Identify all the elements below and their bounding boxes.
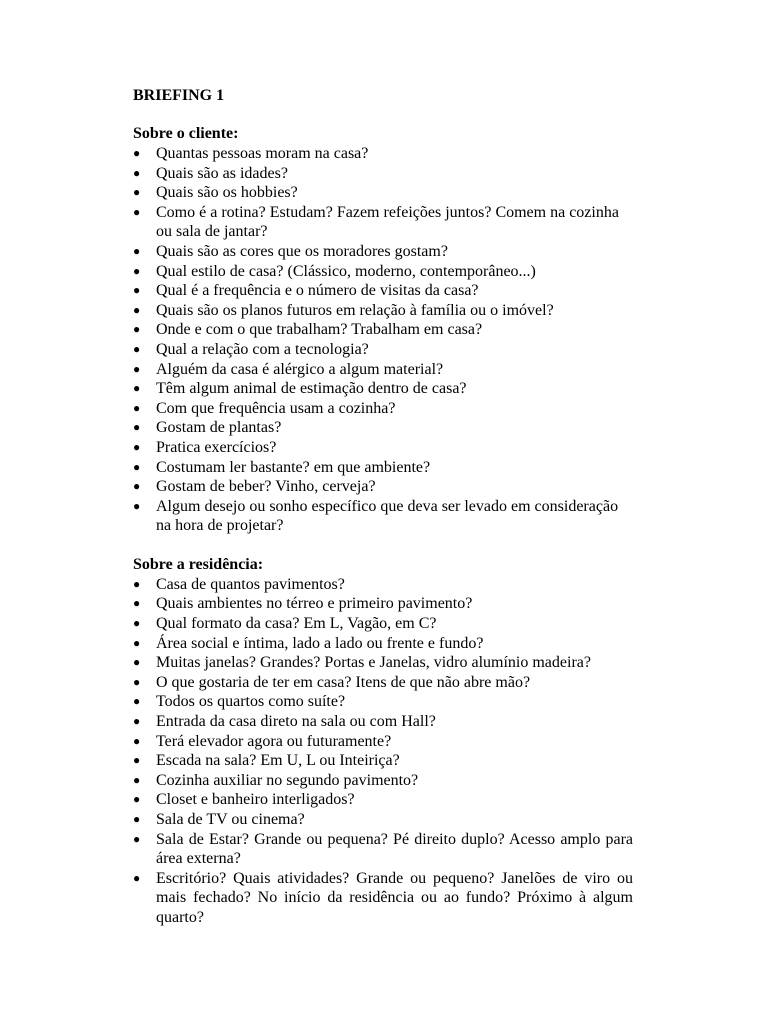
list-item-text: Quais são as cores que os moradores gostam? — [156, 242, 448, 260]
list-item — [133, 653, 633, 673]
list-item-text: Quantas pessoas moram na casa? — [156, 145, 369, 162]
bullet-icon: ● — [133, 753, 141, 768]
list-item — [133, 497, 633, 536]
list-item — [133, 614, 633, 634]
list-item — [133, 575, 633, 595]
list-item-text: Escada na sala? Em U, L ou Inteiriça? — [156, 752, 400, 770]
list-item-text: Alguém da casa é alérgico a algum material? — [156, 360, 444, 378]
bullet-icon: ● — [133, 596, 141, 611]
list-item-text: Casa de quantos pavimentos? — [156, 575, 345, 593]
list-item — [133, 183, 633, 203]
section-heading-cliente: Sobre o cliente: — [133, 125, 239, 142]
list-item-text: O que gostaria de ter em casa? Itens de que não abre mão? — [156, 673, 531, 691]
list-item-text: Onde e com o que trabalham? Trabalham em casa? — [156, 321, 483, 339]
list-item-text: Qual estilo de casa? (Clássico, moderno, contemporâneo...) — [156, 262, 536, 280]
list-item-text: Quais ambientes no térreo e primeiro pavimento? — [156, 595, 473, 613]
list-item — [133, 458, 633, 478]
list-item — [133, 262, 633, 282]
list-item — [133, 340, 633, 360]
list-item-text: Cozinha auxiliar no segundo pavimento? — [156, 771, 419, 789]
list-item-text: Sala de Estar? Grande ou pequena? Pé direito duplo? Acesso amplo para área externa? — [156, 830, 633, 868]
bullet-icon: ● — [133, 204, 141, 219]
bullet-icon: ● — [133, 243, 141, 258]
list-item-text: Com que frequência usam a cozinha? — [156, 399, 396, 417]
bullet-icon: ● — [133, 439, 141, 454]
bullet-icon: ● — [133, 322, 141, 337]
bullet-icon: ● — [133, 341, 141, 356]
bullet-icon: ● — [133, 400, 141, 415]
list-item — [133, 732, 633, 752]
bullet-icon: ● — [133, 302, 141, 317]
bullet-icon: ● — [133, 459, 141, 474]
list-item-text: Escritório? Quais atividades? Grande ou pequeno? Janelões de viro ou mais fechado? No início da residência ou ao fundo? Próximo à algum quarto? — [156, 869, 633, 926]
list-item-text: Pratica exercícios? — [156, 438, 277, 456]
list-item-text: Quais são os planos futuros em relação à família ou o imóvel? — [156, 301, 554, 319]
list-item-text: Terá elevador agora ou futuramente? — [156, 732, 392, 750]
bullet-icon: ● — [133, 831, 141, 846]
list-item — [133, 830, 633, 869]
bullet-icon: ● — [133, 870, 141, 885]
bullet-icon: ● — [133, 655, 141, 670]
list-item — [133, 379, 633, 399]
bullet-icon: ● — [133, 714, 141, 729]
list-item-text: Algum desejo ou sonho específico que deva ser levado em consideração na hora de projetar? — [156, 497, 619, 535]
bullet-icon: ● — [133, 283, 141, 298]
bullet-icon: ● — [133, 361, 141, 376]
list-item-text: Entrada da casa direto na sala ou com Hall? — [156, 713, 436, 731]
bullet-icon: ● — [133, 694, 141, 709]
bullet-icon: ● — [133, 479, 141, 494]
list-item — [133, 320, 633, 340]
bullet-icon: ● — [133, 733, 141, 748]
list-item-text: Quais são os hobbies? — [156, 184, 298, 202]
list-item — [133, 790, 633, 810]
list-item — [133, 360, 633, 380]
list-item — [133, 399, 633, 419]
list-item — [133, 673, 633, 693]
list-item — [133, 144, 633, 164]
document-title: BRIEFING 1 — [133, 87, 225, 104]
list-item-text: Qual formato da casa? Em L, Vagão, em C? — [156, 615, 437, 633]
list-item-text: Qual é a frequência e o número de visitas da casa? — [156, 282, 479, 300]
list-item-text: Têm algum animal de estimação dentro de casa? — [156, 380, 467, 398]
list-item — [133, 634, 633, 654]
list-item — [133, 477, 633, 497]
list-item — [133, 301, 633, 321]
list-item-text: Gostam de beber? Vinho, cerveja? — [156, 478, 376, 496]
list-item-text: Área social e íntima, lado a lado ou frente e fundo? — [156, 634, 484, 652]
bullet-icon: ● — [133, 792, 141, 807]
bullet-icon: ● — [133, 498, 141, 513]
bullet-icon: ● — [133, 772, 141, 787]
list-item-text: Gostam de plantas? — [156, 419, 282, 437]
list-item — [133, 281, 633, 301]
question-list-residencia — [133, 575, 633, 928]
list-item — [133, 594, 633, 614]
bullet-icon: ● — [133, 381, 141, 396]
bullet-icon: ● — [133, 263, 141, 278]
bullet-icon: ● — [133, 420, 141, 435]
bullet-icon: ● — [133, 674, 141, 689]
bullet-icon: ● — [133, 165, 141, 180]
bullet-icon: ● — [133, 635, 141, 650]
list-item — [133, 438, 633, 458]
list-item — [133, 712, 633, 732]
bullet-icon: ● — [133, 185, 141, 200]
list-item — [133, 771, 633, 791]
list-item — [133, 869, 633, 928]
bullet-icon: ● — [133, 616, 141, 631]
question-list-cliente — [133, 144, 633, 536]
list-item — [133, 418, 633, 438]
list-item-text: Como é a rotina? Estudam? Fazem refeições juntos? Comem na cozinha ou sala de jantar? — [156, 203, 619, 241]
section-heading-residencia: Sobre a residência: — [133, 555, 264, 573]
list-item-text: Todos os quartos como suíte? — [156, 693, 346, 711]
list-item — [133, 810, 633, 830]
bullet-icon: ● — [133, 576, 141, 591]
document-page — [133, 86, 633, 928]
list-item — [133, 751, 633, 771]
list-item — [133, 242, 633, 262]
list-item — [133, 164, 633, 184]
list-item-text: Quais são as idades? — [156, 164, 288, 182]
bullet-icon: ● — [133, 146, 141, 160]
bullet-icon: ● — [133, 812, 141, 826]
list-item-text: Muitas janelas? Grandes? Portas e Janelas, vidro alumínio madeira? — [156, 654, 591, 672]
list-item-text: Qual a relação com a tecnologia? — [156, 340, 369, 358]
list-item-text: Costumam ler bastante? em que ambiente? — [156, 458, 431, 476]
list-item — [133, 203, 633, 242]
list-item-text: Sala de TV ou cinema? — [156, 811, 305, 828]
list-item — [133, 692, 633, 712]
list-item-text: Closet e banheiro interligados? — [156, 791, 355, 809]
